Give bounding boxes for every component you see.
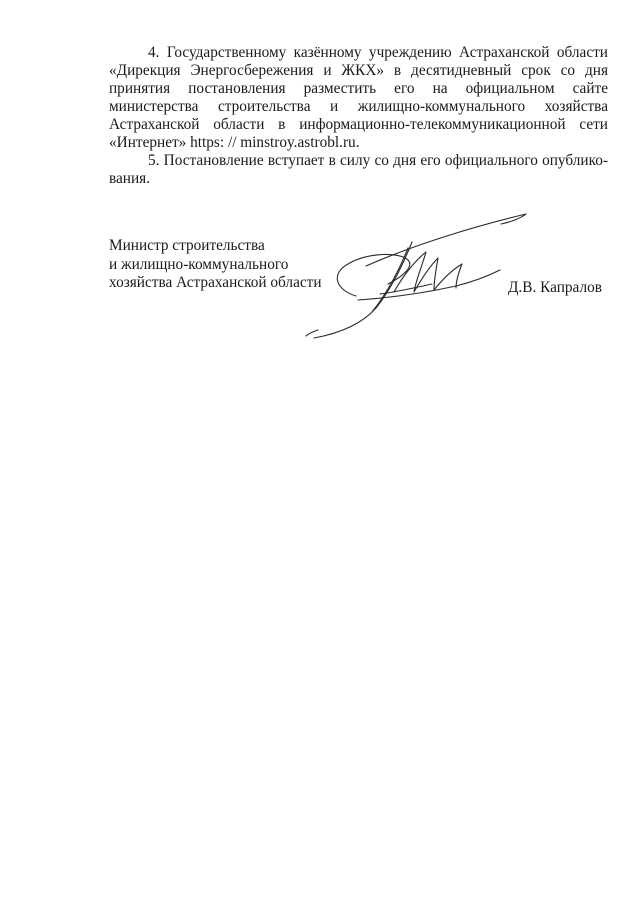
signatory-position <box>109 237 322 293</box>
signatory-position-line-3: хозяйства Астраханской области <box>109 274 322 291</box>
signatory-name: Д.В. Капралов <box>508 279 602 296</box>
document-body <box>109 44 608 188</box>
signatory-position-line-1: Министр строительства <box>109 237 265 254</box>
paragraph-4: 4. Государственному казённому учреждению Астраханской области «Дирекция Энергосбережения и ЖКХ» в десятидневный срок со дня принятия постановления разместить его на официальном сайте министерства строительства и жилищно-коммунального хозяйства Астраханской области в информационно-телекоммуникационной сети «Интернет» https: // minstroy.astrobl.ru. <box>109 44 608 151</box>
signatory-position-line-2: и жилищно-коммунального <box>109 255 289 273</box>
paragraph-5: 5. Постановление вступает в силу со дня его официального опублико-вания. <box>109 152 608 187</box>
handwritten-signature <box>296 204 536 344</box>
